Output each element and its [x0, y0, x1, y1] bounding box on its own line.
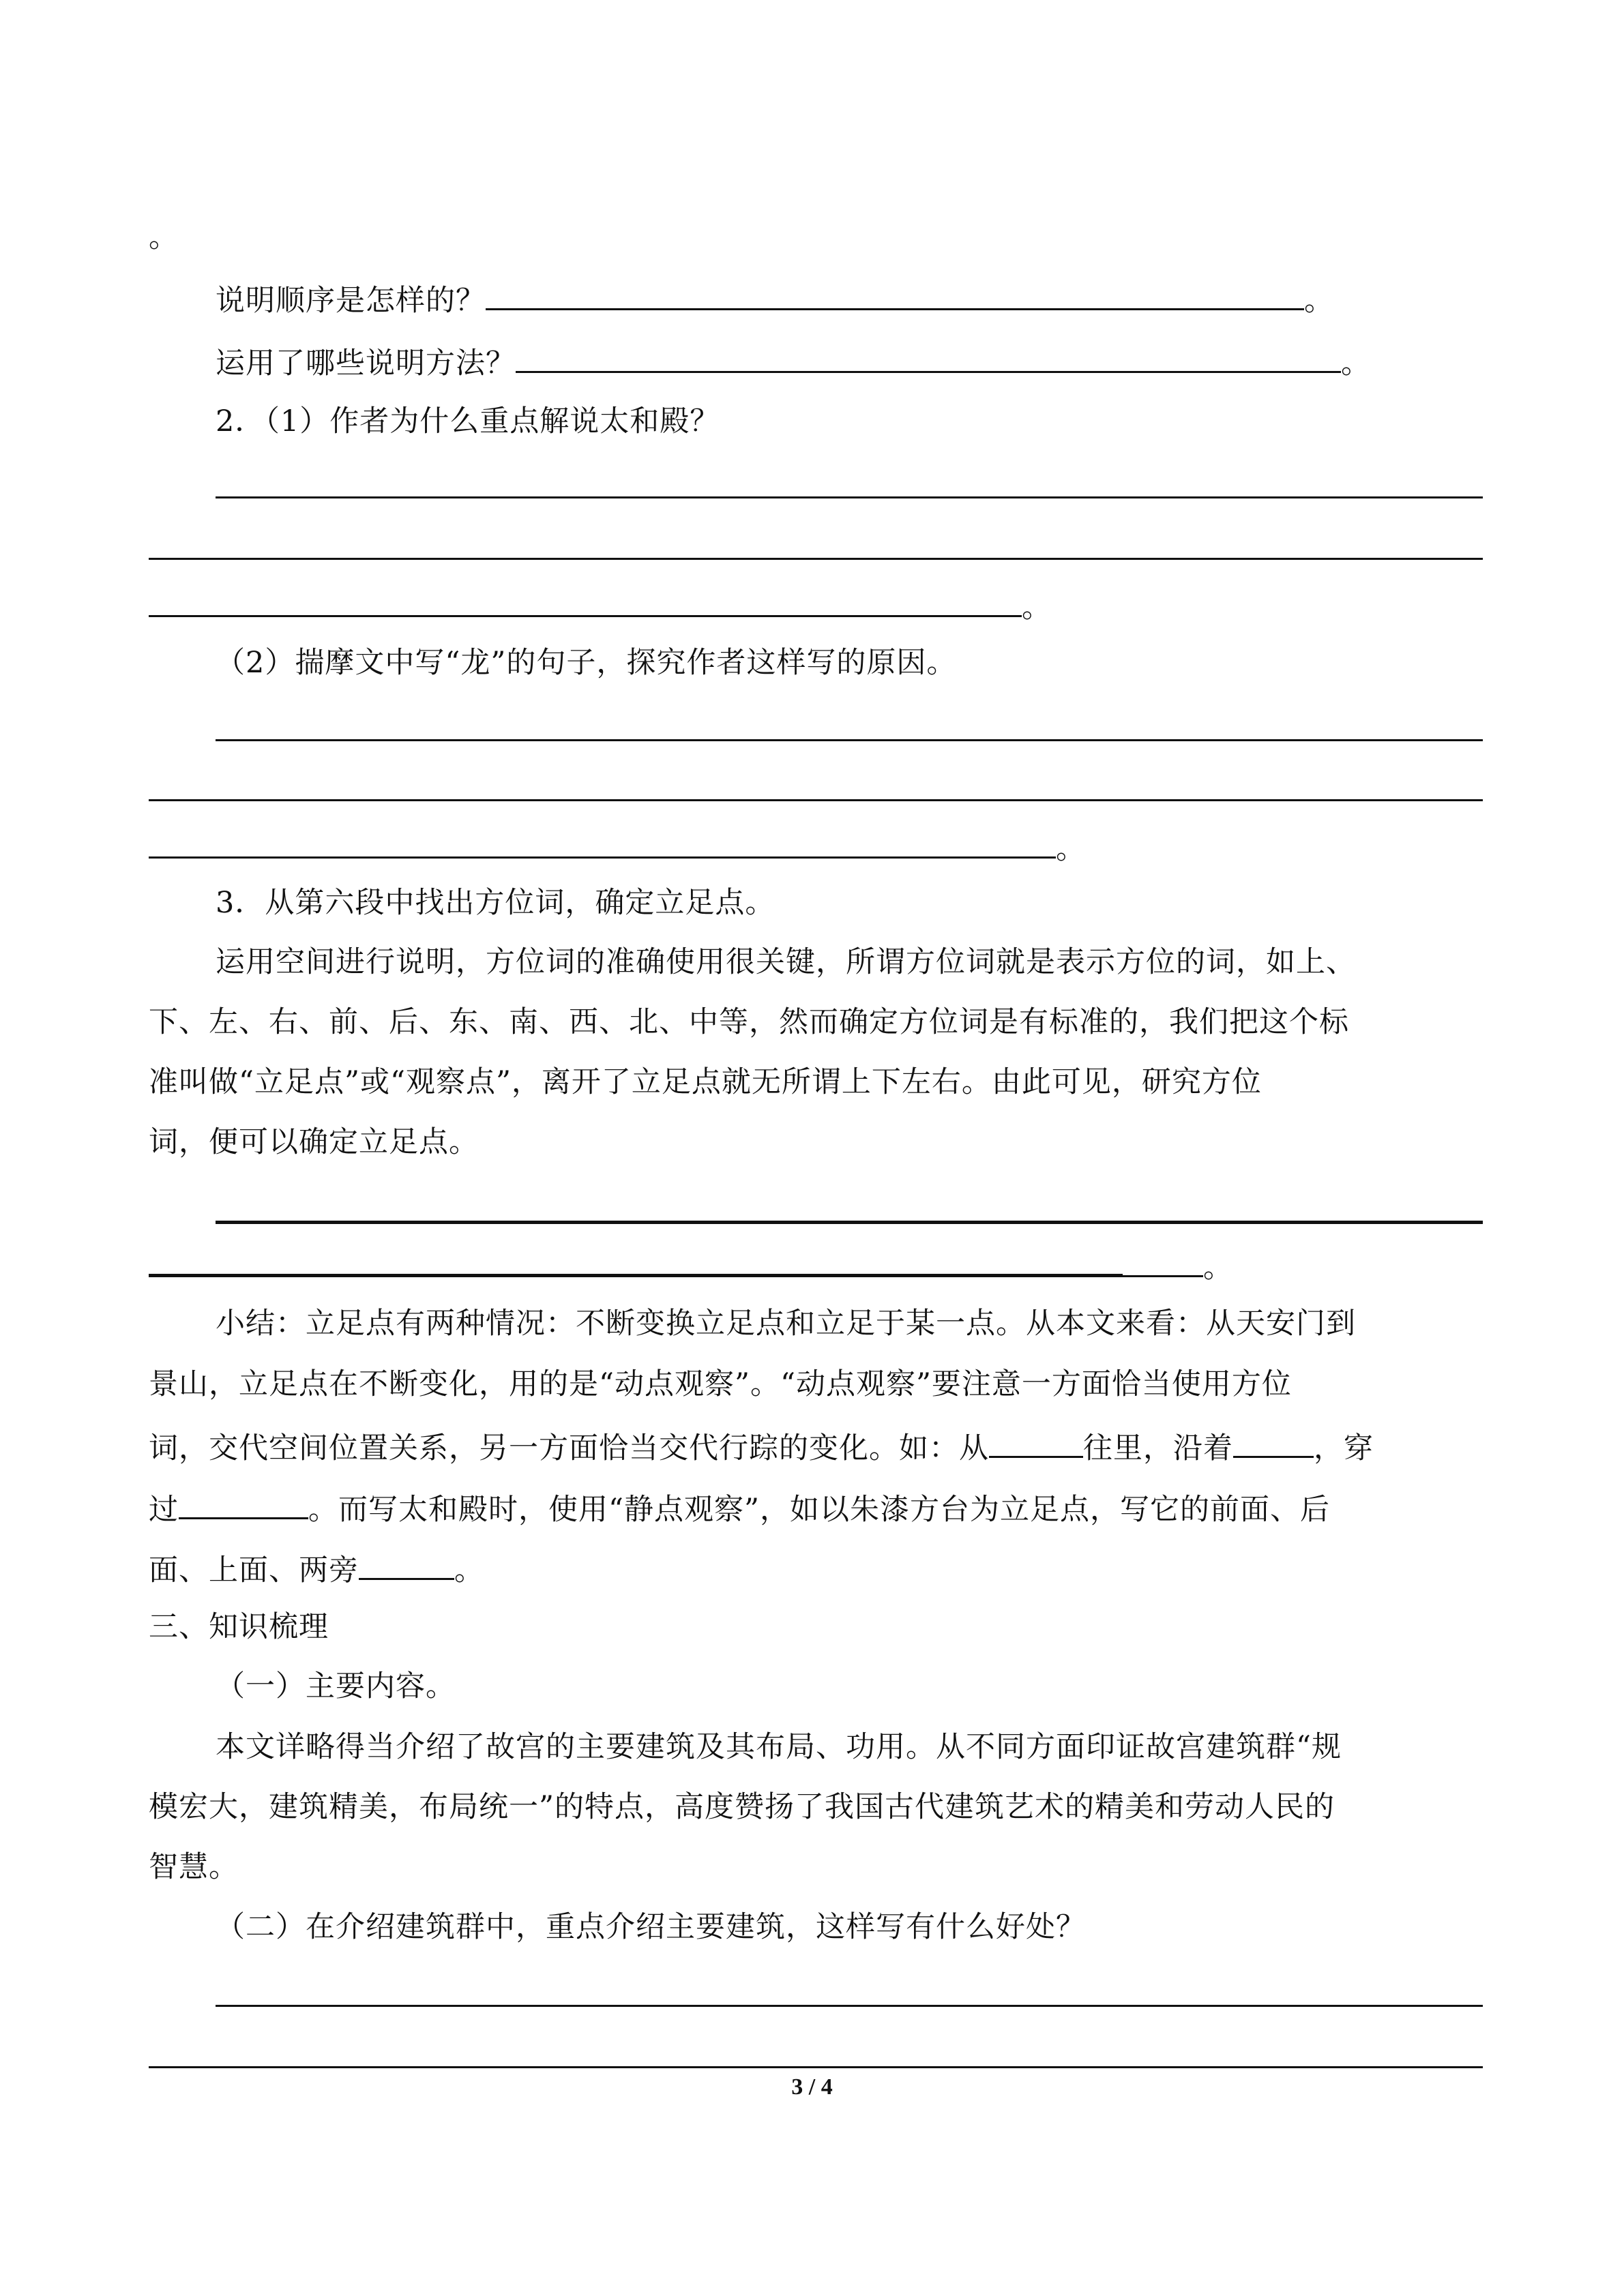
- summary-line: 词，交代空间位置关系，另一方面恰当交代行踪的变化。如：从 往里，沿着 ，穿: [149, 1426, 1374, 1467]
- answer-line-end: 。: [149, 1244, 1233, 1287]
- answer-line[interactable]: [149, 799, 1483, 801]
- answer-line[interactable]: [216, 2005, 1483, 2007]
- fill-blank[interactable]: [179, 1487, 308, 1519]
- question-2-1: 2．（1）作者为什么重点解说太和殿？: [216, 404, 720, 438]
- question-3: 3．从第六段中找出方位词，确定立足点。: [216, 886, 776, 920]
- paragraph-line: 运用空间进行说明，方位词的准确使用很关键，所谓方位词就是表示方位的词，如上、: [216, 945, 1356, 979]
- content-line: 智慧。: [149, 1850, 239, 1884]
- answer-line-end: 。: [149, 585, 1052, 627]
- summary-line: 景山，立足点在不断变化，用的是“动点观察”。“动点观察”要注意一方面恰当使用方位: [149, 1367, 1292, 1401]
- fill-blank[interactable]: [359, 1548, 454, 1580]
- answer-line[interactable]: [216, 496, 1483, 498]
- paragraph-line: 词，便可以确定立足点。: [149, 1125, 479, 1159]
- summary-line: 面、上面、两旁 。: [149, 1548, 484, 1590]
- subsection-heading: （二）在介绍建筑群中，重点介绍主要建筑，这样写有什么好处？: [216, 1910, 1086, 1944]
- answer-line-end: 。: [149, 826, 1086, 868]
- text-line: 。: [149, 220, 179, 254]
- footer-rule: [149, 2066, 1483, 2068]
- summary-line: 小结：立足点有两种情况：不断变换立足点和立足于某一点。从本文来看：从天安门到: [216, 1307, 1356, 1341]
- paragraph-line: 下、左、右、前、后、东、南、西、北、中等，然而确定方位词是有标准的，我们把这个标: [149, 1005, 1349, 1039]
- subsection-heading: （一）主要内容。: [216, 1669, 456, 1703]
- section-heading: 三、知识梳理: [149, 1610, 329, 1644]
- answer-blank[interactable]: [486, 278, 1304, 310]
- fill-blank[interactable]: [989, 1426, 1083, 1458]
- answer-line[interactable]: [149, 558, 1483, 560]
- answer-line[interactable]: [216, 1221, 1483, 1224]
- content-line: 模宏大，建筑精美，布局统一”的特点，高度赞扬了我国古代建筑艺术的精美和劳动人民的: [149, 1790, 1335, 1824]
- answer-blank[interactable]: [149, 1244, 1123, 1277]
- answer-blank[interactable]: [1123, 1245, 1203, 1277]
- answer-line[interactable]: [216, 739, 1483, 741]
- answer-blank[interactable]: [516, 341, 1341, 373]
- question-method: 运用了哪些说明方法？ 。: [216, 341, 1371, 383]
- content-line: 本文详略得当介绍了故宫的主要建筑及其布局、功用。从不同方面印证故宫建筑群“规: [216, 1730, 1342, 1764]
- summary-line: 过 。而写太和殿时，使用“静点观察”，如以朱漆方台为立足点，写它的前面、后: [149, 1487, 1330, 1529]
- question-order: 说明顺序是怎样的？ 。: [216, 278, 1334, 320]
- question-2-2: （2）揣摩文中写“龙”的句子，探究作者这样写的原因。: [216, 646, 957, 680]
- page-number: 3 / 4: [791, 2074, 833, 2100]
- answer-blank[interactable]: [149, 826, 1056, 859]
- fill-blank[interactable]: [1233, 1426, 1314, 1458]
- paragraph-line: 准叫做“立足点”或“观察点”，离开了立足点就无所谓上下左右。由此可见，研究方位: [149, 1065, 1262, 1099]
- answer-blank[interactable]: [149, 585, 1022, 617]
